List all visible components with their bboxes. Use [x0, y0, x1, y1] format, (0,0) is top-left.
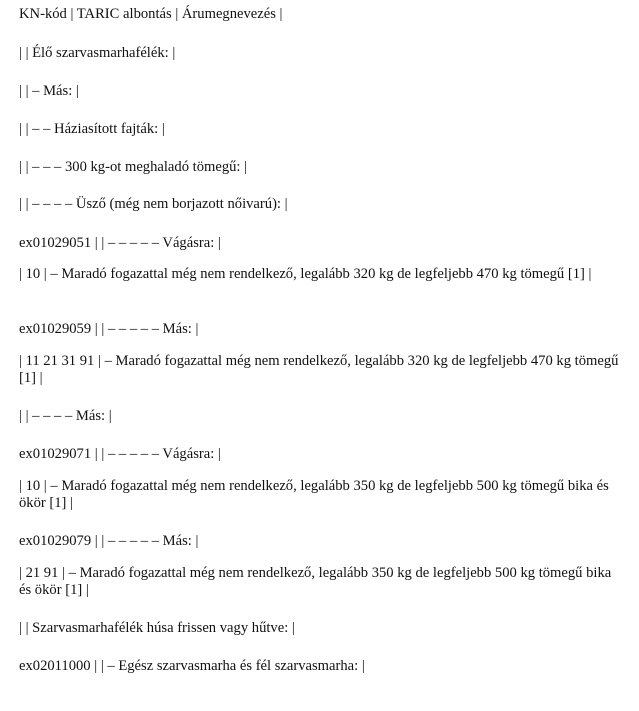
document-line-wrapped: | 10 | – Maradó fogazattal még nem rendelkező, legalább 350 kg de legfeljebb 500 kg tömegű bika és ökör [1] | — [19, 478, 609, 511]
document-line: | | – Más: | — [19, 83, 79, 99]
document-line-wrapped: | 11 21 31 91 | – Maradó fogazattal még nem rendelkező, legalább 320 kg de legfeljebb 470 kg tömegű [1] | — [19, 353, 619, 386]
document-line: | | – – – – Üsző (még nem borjazott nőivarú): | — [19, 196, 288, 212]
document-line-wrapped: | 10 | – Maradó fogazattal még nem rendelkező, legalább 320 kg de legfeljebb 470 kg tömegű [1] | — [19, 266, 592, 282]
document-line: | | – – Háziasított fajták: | — [19, 121, 165, 137]
document-line: ex02011000 | | – Egész szarvasmarha és fél szarvasmarha: | — [19, 658, 365, 674]
document-line: ex01029051 | | – – – – – Vágásra: | — [19, 235, 221, 251]
document-line: ex01029059 | | – – – – – Más: | — [19, 321, 199, 337]
document-line: | | – – – – Más: | — [19, 408, 112, 424]
document-line: ex01029079 | | – – – – – Más: | — [19, 533, 199, 549]
document-line: | | – – – 300 kg-ot meghaladó tömegű: | — [19, 159, 248, 175]
document-line: ex01029071 | | – – – – – Vágásra: | — [19, 446, 221, 462]
document-line: | | Élő szarvasmarhafélék: | — [19, 45, 176, 61]
document-line-wrapped: | 21 91 | – Maradó fogazattal még nem rendelkező, legalább 350 kg de legfeljebb 500 kg tömegű bika és ökör [1] | — [19, 565, 612, 598]
table-header-line: KN-kód | TARIC albontás | Árumegnevezés | — [19, 6, 283, 22]
document-line: | | Szarvasmarhafélék húsa frissen vagy hűtve: | — [19, 620, 295, 636]
